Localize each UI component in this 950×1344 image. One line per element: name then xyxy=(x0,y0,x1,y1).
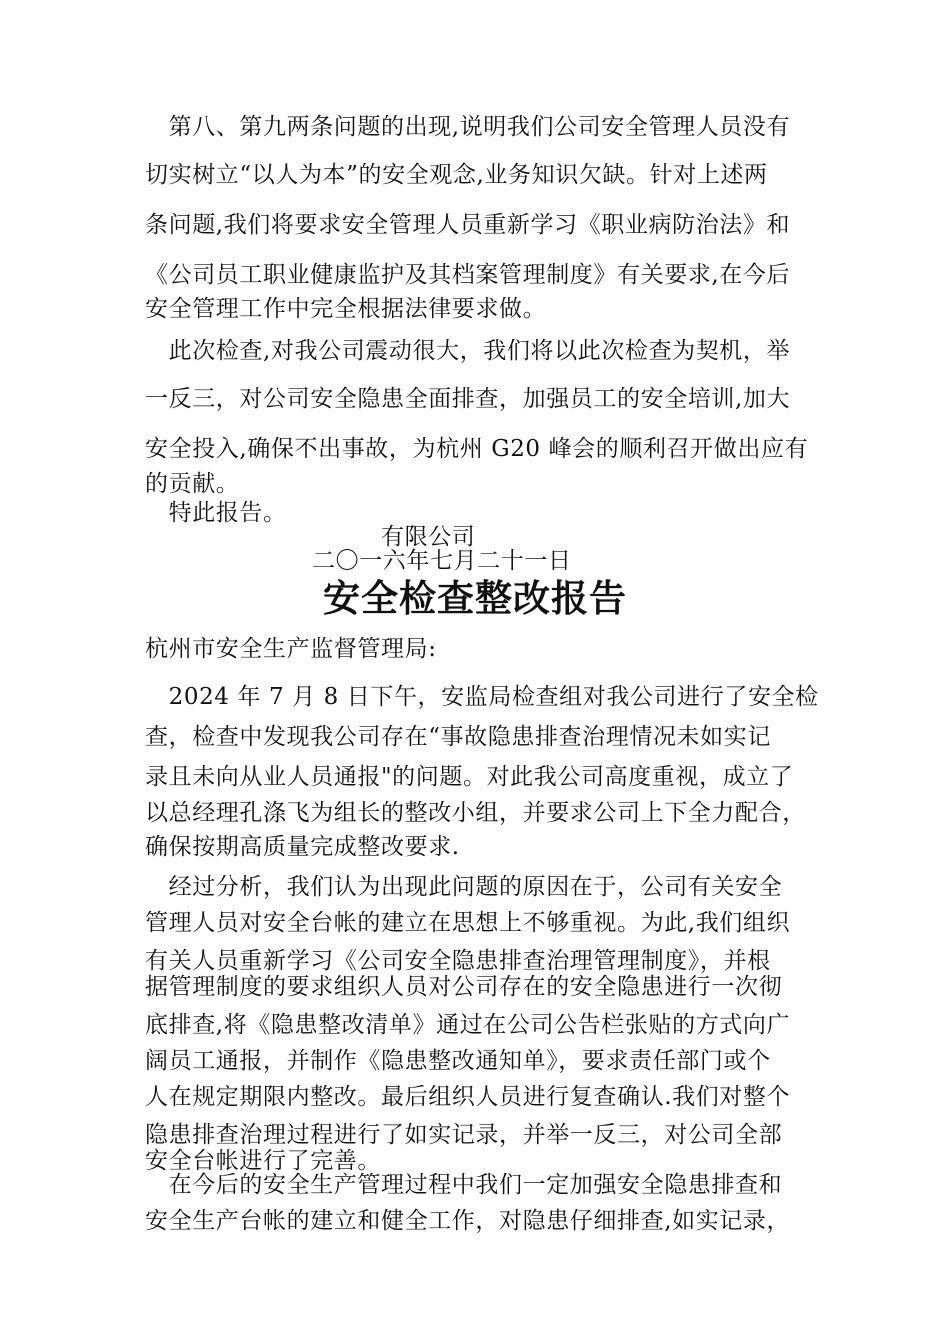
paragraph-line: 经过分析，我们认为出现此问题的原因在于，公司有关安全 xyxy=(145,874,783,900)
paragraph-line: 此次检查,对我公司震动很大，我们将以此次检查为契机，举 xyxy=(145,338,791,364)
recipient: 杭州市安全生产监督管理局: xyxy=(145,636,437,662)
paragraph-line: 底排查,将《隐患整改清单》通过在公司公告栏张贴的方式向广 xyxy=(145,1012,791,1038)
paragraph-line: 切实树立“以人为本”的安全观念,业务知识欠缺。针对上述两 xyxy=(145,162,768,188)
paragraph-line: 以总经理孔涤飞为组长的整改小组，并要求公司上下全力配合， xyxy=(145,800,806,826)
paragraph-line: 的贡献。 xyxy=(145,471,240,497)
paragraph-line: 《公司员工职业健康监护及其档案管理制度》有关要求,在今后 xyxy=(145,262,791,288)
closing-line: 特此报告。 xyxy=(145,500,287,526)
signature-date: 二〇一六年七月二十一日 xyxy=(312,548,572,574)
paragraph-line: 条问题,我们将要求安全管理人员重新学习《职业病防治法》和 xyxy=(145,212,791,238)
paragraph-line: 安全台帐进行了完善。 xyxy=(145,1148,381,1174)
paragraph-line: 第八、第九两条问题的出现,说明我们公司安全管理人员没有 xyxy=(145,114,791,140)
paragraph-line: 安全投入,确保不出事故，为杭州 G20 峰会的顺利召开做出应有 xyxy=(145,436,809,462)
paragraph-line: 据管理制度的要求组织人员对公司存在的安全隐患进行一次彻 xyxy=(145,974,783,1000)
paragraph-line: 一反三，对公司安全隐患全面排查，加强员工的安全培训,加大 xyxy=(145,386,791,412)
paragraph-line: 隐患排查治理过程进行了如实记录，并举一反三，对公司全部 xyxy=(145,1122,783,1148)
report-title: 安全检查整改报告 xyxy=(323,577,627,620)
paragraph-line: 安全生产台帐的建立和健全工作，对隐患仔细排查,如实记录， xyxy=(145,1208,791,1234)
paragraph-line: 人在规定期限内整改。最后组织人员进行复查确认.我们对整个 xyxy=(145,1084,791,1110)
paragraph-line: 确保按期高质量完成整改要求. xyxy=(145,834,460,860)
signature-company: 有限公司 xyxy=(381,524,476,550)
paragraph-line: 管理人员对安全台帐的建立在思想上不够重视。为此,我们组织 xyxy=(145,910,791,936)
paragraph-line: 在今后的安全生产管理过程中我们一定加强安全隐患排查和 xyxy=(145,1172,783,1198)
paragraph-line: 安全管理工作中完全根据法律要求做。 xyxy=(145,296,547,322)
paragraph-line: 录且未向从业人员通报"的问题。对此我公司高度重视，成立了 xyxy=(145,764,794,790)
paragraph-line: 查，检查中发现我公司存在“事故隐患排查治理情况未如实记 xyxy=(145,724,771,750)
paragraph-line: 2024 年 7 月 8 日下午，安监局检查组对我公司进行了安全检 xyxy=(145,684,819,710)
paragraph-line: 有关人员重新学习《公司安全隐患排查治理管理制度》，并根 xyxy=(145,948,771,974)
paragraph-line: 阔员工通报，并制作《隐患整改通知单》，要求责任部门或个 xyxy=(145,1048,771,1074)
